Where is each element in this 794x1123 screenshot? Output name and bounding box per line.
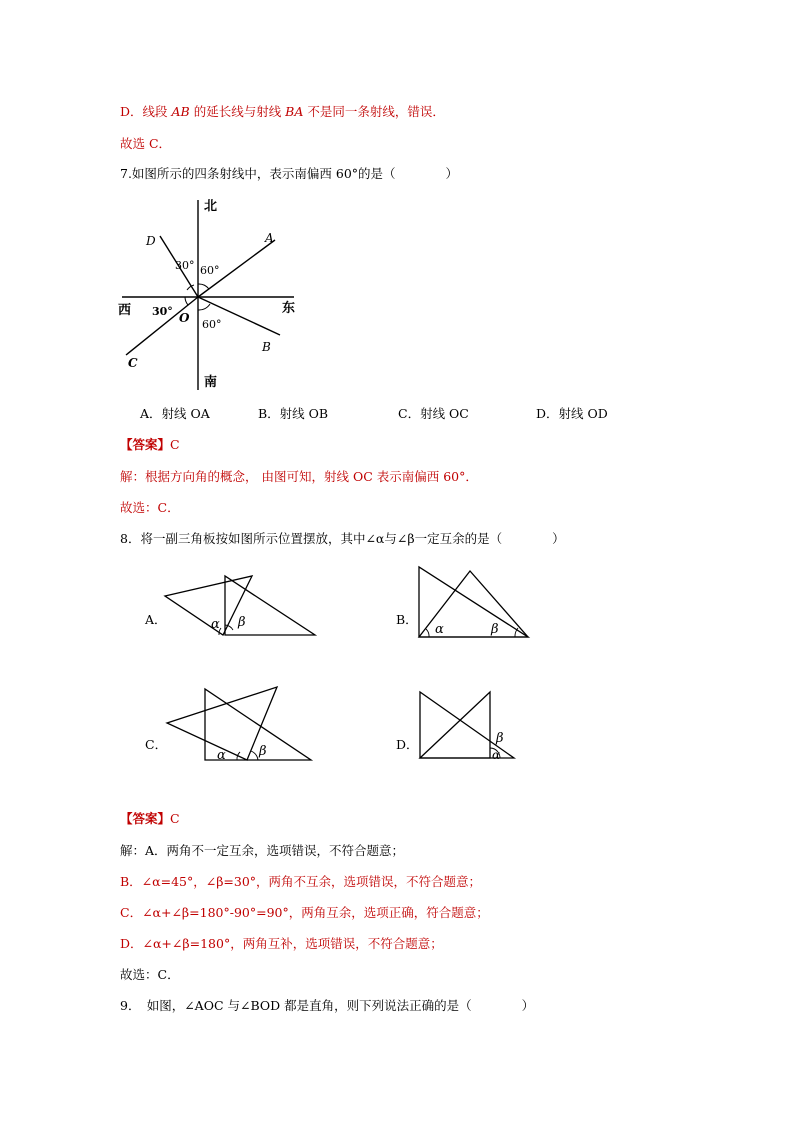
answer-7	[120, 437, 180, 453]
solution-8-a: 解：A．两角不一定互余，选项错误，不符合题意；	[120, 843, 405, 858]
fig-a-alpha: α	[211, 617, 220, 632]
north-label: 北	[204, 199, 218, 214]
east-label: 东	[282, 301, 296, 316]
fig-a-beta: β	[238, 615, 246, 630]
answer-value: C	[170, 437, 180, 452]
figure-c	[165, 685, 325, 765]
answer-choice-1: 故选 C．	[120, 136, 172, 151]
answer-choice-2: 故选：C．	[120, 500, 180, 515]
solution-8-b: B．∠α=45°，∠β=30°，两角不互余，选项错误，不符合题意；	[120, 874, 482, 889]
answer-label: 【答案】	[120, 811, 171, 826]
angle-60-top: 60°	[200, 264, 220, 277]
solution-7: 解：根据方向角的概念， 由图可知，射线 OC 表示南偏西 60°．	[120, 469, 478, 484]
answer-label: 【答案】	[120, 437, 171, 452]
point-c-label: C	[128, 356, 138, 370]
fig-d-label: D．	[396, 737, 419, 752]
question-7: 7.如图所示的四条射线中，表示南偏西 60°的是（ ）	[120, 166, 459, 181]
angle-30-left: 30°	[152, 305, 173, 318]
option-d-explanation	[120, 104, 445, 120]
ray-ba: BA	[285, 104, 304, 119]
south-label: 南	[204, 375, 218, 390]
answer-value: C	[170, 811, 180, 826]
fig-b-alpha: α	[435, 622, 444, 637]
fig-c-beta: β	[259, 744, 267, 759]
angle-30-top: 30°	[175, 259, 195, 272]
d-mid1: 的延长线与射线	[189, 104, 286, 119]
d-mid2: 不是同一条射线，错误．	[303, 104, 445, 119]
solution-8-d: D．∠α+∠β=180°，两角互补，选项错误，不符合题意；	[120, 936, 443, 951]
point-b-label: B	[262, 340, 271, 354]
fig-c-label: C．	[145, 737, 168, 752]
question-9: 9． 如图，∠AOC 与∠BOD 都是直角，则下列说法正确的是（ ）	[120, 998, 535, 1013]
q7-option-b[interactable]: B．射线 OB	[258, 406, 329, 421]
d-prefix: D．线段	[120, 104, 172, 119]
figure-b	[414, 563, 534, 643]
question-8: 8．将一副三角板按如图所示位置摆放，其中∠α与∠β一定互余的是（ ）	[120, 531, 565, 546]
point-o-label: O	[179, 311, 190, 325]
point-a-label: A	[265, 231, 274, 245]
fig-b-beta: β	[491, 622, 499, 637]
q7-option-c[interactable]: C．射线 OC	[398, 406, 469, 421]
segment-ab: AB	[171, 104, 190, 119]
fig-d-beta: β	[496, 731, 504, 746]
answer-choice-3: 故选：C．	[120, 967, 180, 982]
solution-8-c: C．∠α+∠β=180°-90°=90°，两角互余，选项正确，符合题意；	[120, 905, 489, 920]
q7-option-a[interactable]: A．射线 OA	[140, 406, 210, 421]
answer-8	[120, 811, 180, 827]
angle-60-bottom: 60°	[202, 318, 222, 331]
point-d-label: D	[146, 234, 156, 248]
compass-figure	[112, 194, 312, 394]
figure-d	[416, 689, 526, 764]
fig-a-label: A．	[145, 612, 167, 627]
fig-c-alpha: α	[217, 748, 226, 763]
west-label: 西	[118, 303, 132, 318]
fig-d-alpha: α	[492, 748, 501, 762]
q7-option-d[interactable]: D．射线 OD	[536, 406, 608, 421]
fig-b-label: B．	[396, 612, 418, 627]
figure-a	[163, 572, 323, 642]
